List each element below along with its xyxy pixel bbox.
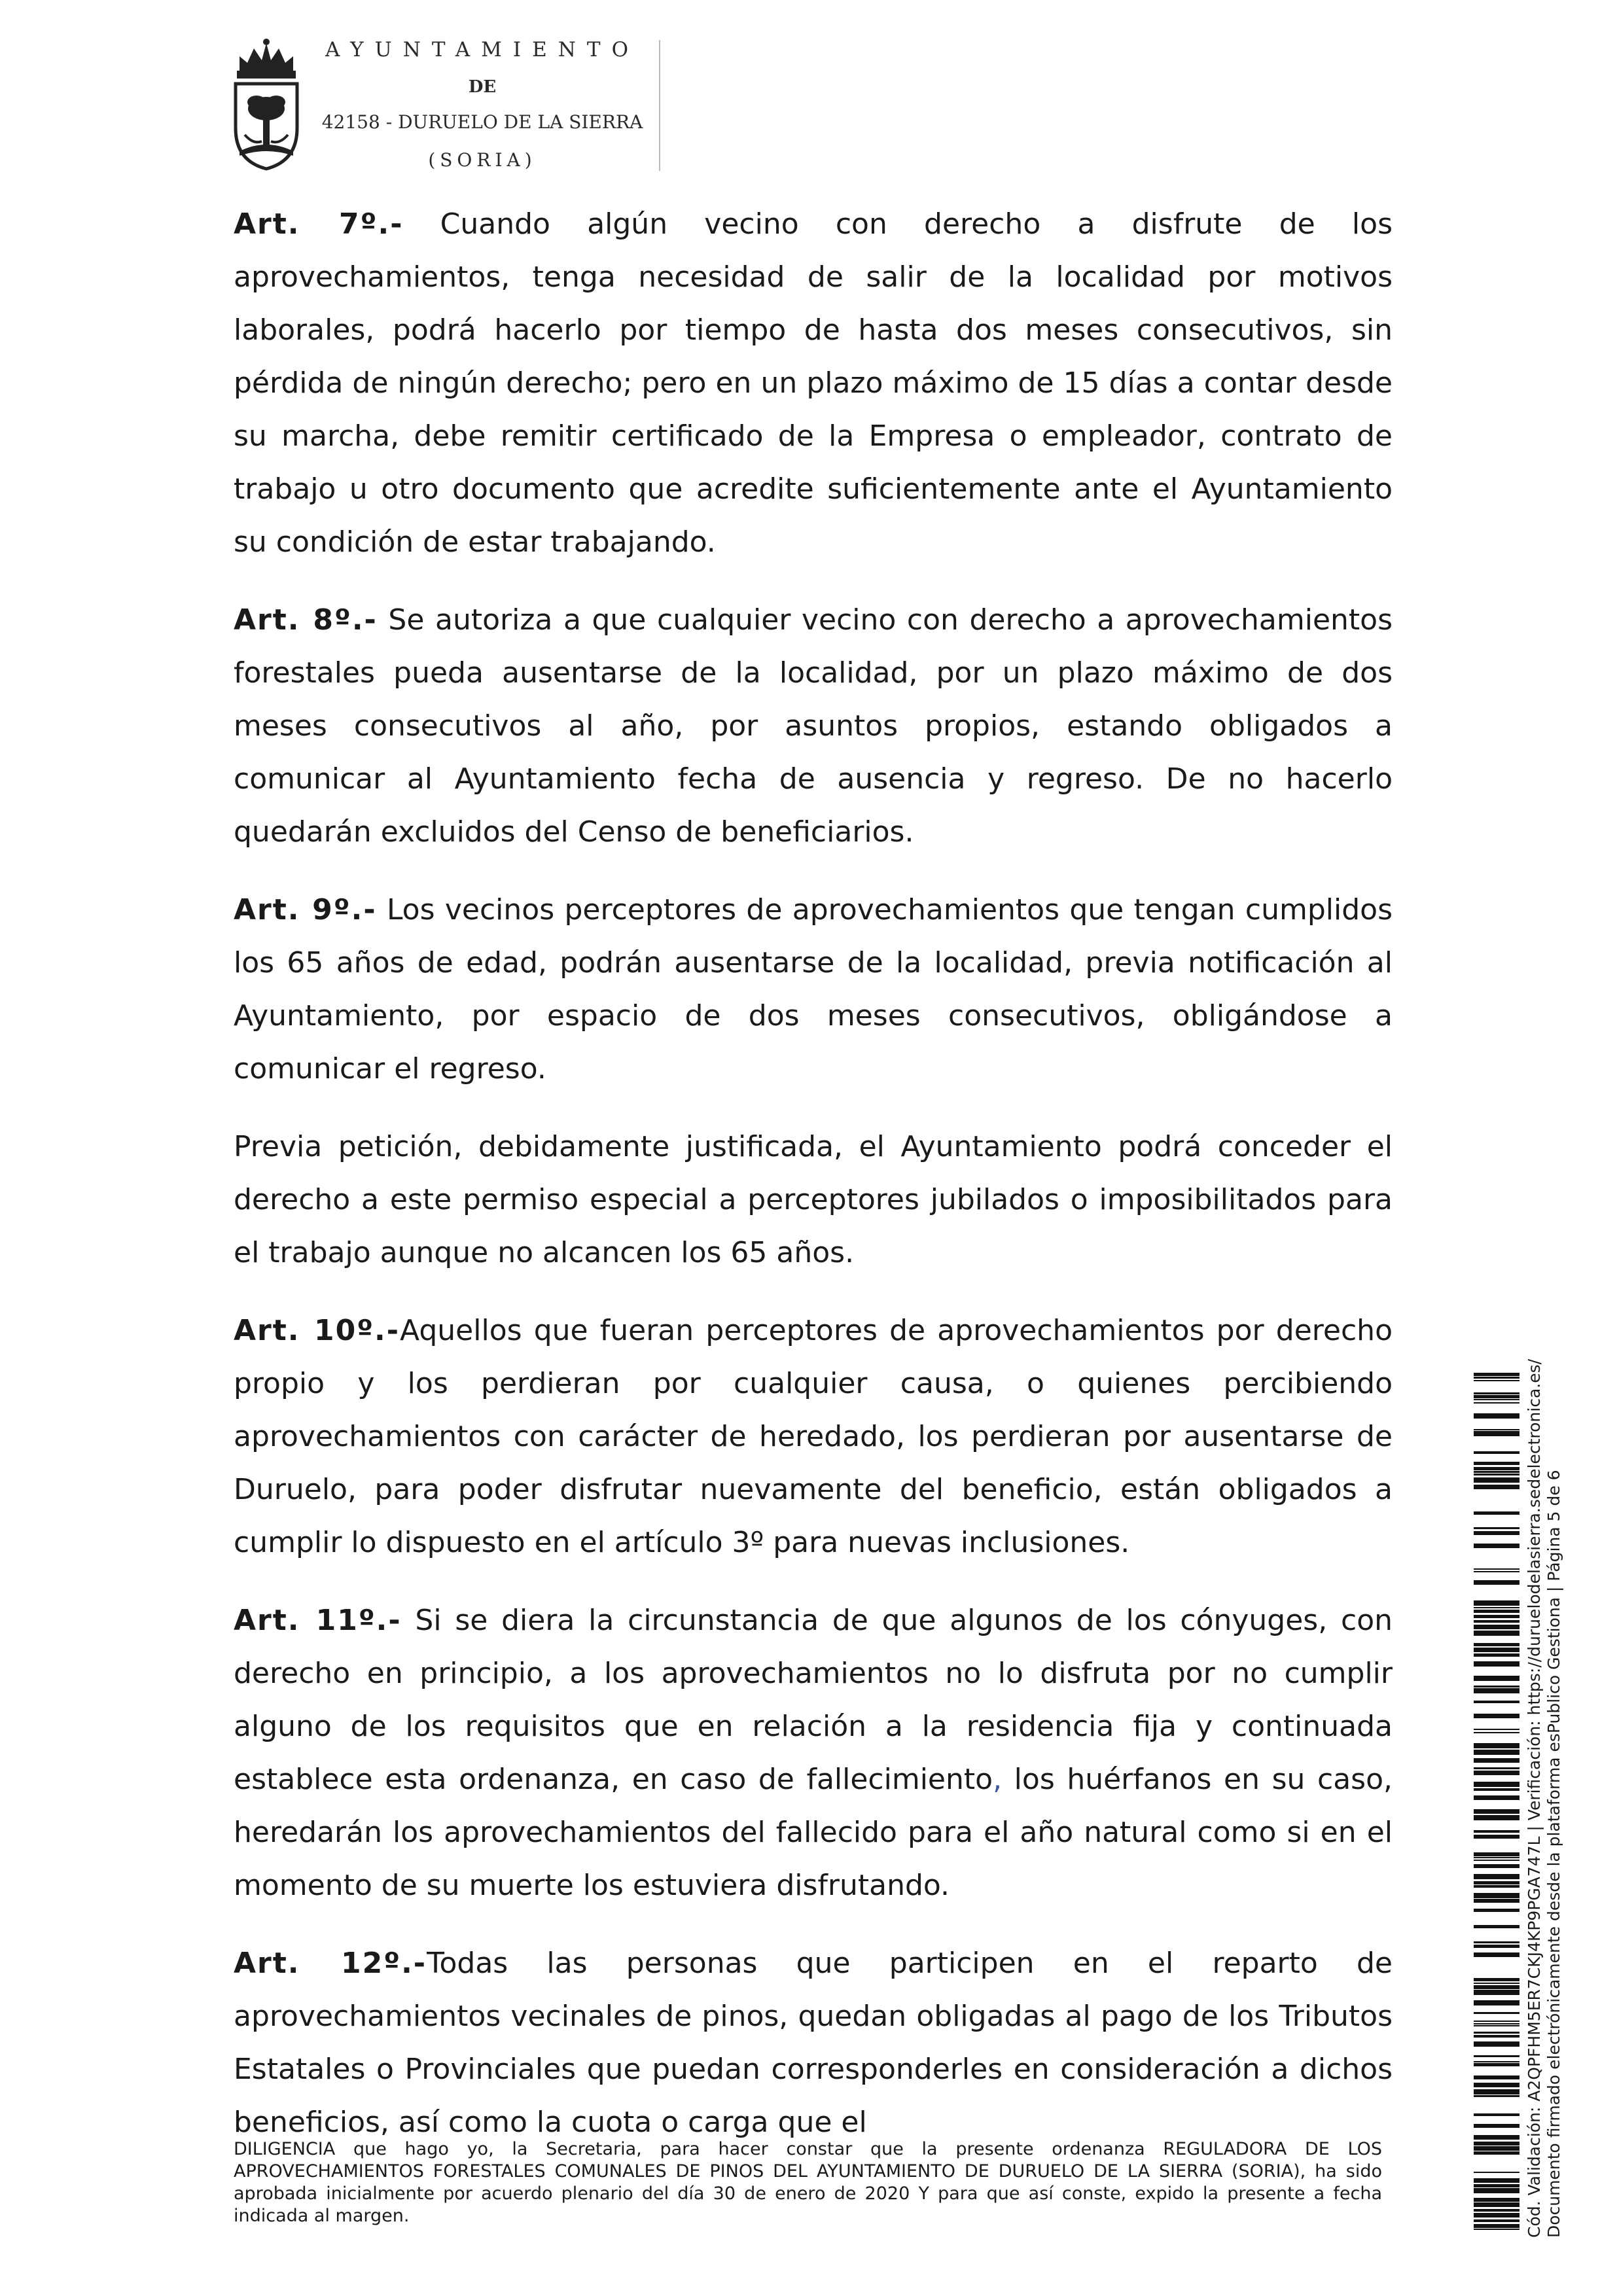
barcode-bar	[1474, 2146, 1519, 2151]
barcode-bar	[1474, 2089, 1519, 2094]
barcode-bar	[1474, 1990, 1519, 1995]
barcode-bar	[1474, 1395, 1519, 1398]
barcode-bar	[1474, 1729, 1519, 1730]
barcode-bar	[1474, 1607, 1519, 1608]
barcode-bar	[1474, 1686, 1519, 1687]
validation-code-line: Cód. Validación: A2QPFHM5ER7CKJ4KP9PGA747L | Verificación: https://duruelodelasierra.sedelectronica.es/	[1525, 1358, 1544, 2238]
barcode-bar	[1474, 1945, 1519, 1948]
letterhead-province: (SORIA)	[428, 149, 537, 171]
barcode-bar	[1474, 1750, 1519, 1755]
article-label: Art. 8º.-	[234, 603, 378, 637]
article-text: Todas las personas que participen en el reparto de aprovechamientos vecinales de pinos, quedan obligadas al pago de los Tributos Estatales o Provinciales que puedan corresponderles en consideración a dichos beneficios, así como la cuota o carga que el	[234, 1947, 1393, 2139]
barcode-bar	[1474, 1885, 1519, 1888]
article-9	[234, 883, 1393, 1095]
barcode-bar	[1474, 2172, 1519, 2173]
barcode-bar	[1474, 1676, 1519, 1681]
barcode-bar	[1474, 2035, 1519, 2038]
barcode-bar	[1474, 1643, 1519, 1646]
article-text: Si se diera la circunstancia de que algunos de los cónyuges, con derecho en principio, a los aprovechamientos no lo disfruta por no cumplir alguno de los requisitos que en relación a la residencia fija y continuada establece esta ordenanza, en caso de fallecimiento	[234, 1604, 1393, 1796]
barcode-bar	[1474, 2075, 1519, 2079]
barcode-bar	[1474, 1631, 1519, 1636]
barcode-bar	[1474, 1571, 1519, 1572]
barcode-bar	[1474, 1815, 1519, 1820]
barcode-bar	[1474, 1399, 1519, 1400]
barcode-bar	[1474, 1462, 1519, 1465]
barcode-bar	[1474, 1485, 1519, 1489]
barcode-bar	[1474, 1985, 1519, 1989]
barcode-bar	[1474, 2061, 1519, 2062]
barcode-bar	[1474, 2055, 1519, 2057]
validation-barcode-icon	[1474, 1373, 1519, 2250]
barcode-bar	[1474, 1732, 1519, 1733]
letterhead-divider	[659, 40, 660, 171]
barcode-bar	[1474, 1809, 1519, 1814]
barcode-bar	[1474, 2083, 1519, 2087]
barcode-bar	[1474, 1467, 1519, 1470]
barcode-bar	[1474, 1531, 1519, 1535]
barcode-bar	[1474, 2202, 1519, 2207]
article-8	[234, 593, 1393, 858]
barcode-bar	[1474, 2095, 1519, 2097]
article-label: Art. 7º.-	[234, 207, 404, 241]
barcode-bar	[1474, 1771, 1519, 1775]
barcode-bar	[1474, 2032, 1519, 2034]
barcode-bar	[1474, 1527, 1519, 1529]
barcode-bar	[1474, 1477, 1519, 1483]
barcode-bar	[1474, 2021, 1519, 2022]
letterhead-de: DE	[468, 77, 497, 97]
barcode-bar	[1474, 1983, 1519, 1984]
barcode-bar	[1474, 1893, 1519, 1898]
barcode-bar	[1474, 1610, 1519, 1613]
barcode-bar	[1474, 1767, 1519, 1769]
side-validation	[1525, 1359, 1564, 2238]
barcode-bar	[1474, 1373, 1519, 1376]
barcode-bar	[1474, 1429, 1519, 1430]
barcode-bar	[1474, 1795, 1519, 1800]
barcode-bar	[1474, 1451, 1519, 1454]
barcode-bar	[1474, 1782, 1519, 1787]
article-label: Art. 10º.-	[234, 1314, 400, 1347]
barcode-bar	[1474, 1600, 1519, 1606]
article-12	[234, 1937, 1393, 2149]
barcode-bar	[1474, 1860, 1519, 1861]
barcode-bar	[1474, 2188, 1519, 2193]
barcode-bar	[1474, 1377, 1519, 1379]
barcode-bar	[1474, 1835, 1519, 1839]
barcode-bar	[1474, 2023, 1519, 2024]
article-label: Art. 11º.-	[234, 1604, 402, 1637]
barcode-bar	[1474, 1701, 1519, 1703]
letterhead	[230, 37, 662, 174]
barcode-bar	[1474, 2012, 1519, 2014]
barcode-bar	[1474, 1743, 1519, 1748]
article-11	[234, 1594, 1393, 1912]
article-label: Art. 12º.-	[234, 1947, 427, 1980]
barcode-bar	[1474, 2041, 1519, 2047]
barcode-bar	[1474, 1402, 1519, 1404]
barcode-bar	[1474, 2224, 1519, 2228]
article-10	[234, 1304, 1393, 1569]
barcode-bar	[1474, 2198, 1519, 2202]
article-text: los huérfanos en su caso, heredarán los aprovechamientos del fallecido para el año natural como si en el momento de su muerte los estuviera disfrutando.	[234, 1763, 1393, 1902]
barcode-bar	[1474, 1471, 1519, 1473]
barcode-bar	[1474, 1899, 1519, 1903]
barcode-bar	[1474, 2184, 1519, 2187]
barcode-bar	[1474, 1413, 1519, 1419]
barcode-bar	[1474, 1431, 1519, 1436]
barcode-bar	[1474, 1952, 1519, 1957]
barcode-bar	[1474, 1857, 1519, 1858]
barcode-bar	[1474, 2142, 1519, 2146]
letterhead-municipality: 42158 - DURUELO DE LA SIERRA	[321, 111, 643, 133]
barcode-bar	[1474, 1852, 1519, 1856]
barcode-bar	[1474, 1625, 1519, 1629]
barcode-bar	[1474, 2113, 1519, 2116]
barcode-bar	[1474, 2000, 1519, 2005]
article-text: Cuando algún vecino con derecho a disfrute de los aprovechamientos, tenga necesidad de salir de la localidad por motivos laborales, podrá hacerlo por tiempo de hasta dos meses consecutivos, sin pérdida de ningún derecho; pero en un plazo máximo de 15 días a contar desde su marcha, debe remitir certificado de la Empresa o empleador, contrato de trabajo u otro documento que acredite suficientemente ante el Ayuntamiento su condición de estar trabajando.	[234, 207, 1393, 559]
article-text: Aquellos que fueran perceptores de aprovechamientos por derecho propio y los perdieran por cualquier causa, o quienes percibiendo aprovechamientos con carácter de heredado, los perdieran por ausentarse de Duruelo, para poder disfrutar nuevamente del beneficio, están obligados a cumplir lo dispuesto en el artículo 3º para nuevas inclusiones.	[234, 1314, 1393, 1559]
barcode-bar	[1474, 2063, 1519, 2066]
barcode-bar	[1474, 1788, 1519, 1791]
barcode-bar	[1474, 1648, 1519, 1652]
barcode-bar	[1474, 1511, 1519, 1515]
barcode-bar	[1474, 1544, 1519, 1548]
article-accent-comma: ,	[993, 1763, 1003, 1796]
barcode-bar	[1474, 1909, 1519, 1912]
article-text: Los vecinos perceptores de aprovechamientos que tengan cumplidos los 65 años de edad, podrán ausentarse de la localidad, previa notificación al Ayuntamiento, por espacio de dos meses consecutivos, obligándose a comunicar el regreso.	[234, 893, 1393, 1086]
article-9-continued	[234, 1120, 1393, 1279]
barcode-bar	[1474, 1978, 1519, 1981]
article-text: Previa petición, debidamente justificada, el Ayuntamiento podrá conceder el derecho a este permiso especial a perceptores jubilados o imposibilitados para el trabajo aunque no alcancen los 65 años.	[234, 1130, 1393, 1269]
document-body	[234, 198, 1393, 2174]
barcode-bar	[1474, 2025, 1519, 2026]
letterhead-title: AYUNTAMIENTO	[325, 38, 640, 62]
barcode-bar	[1474, 2124, 1519, 2128]
barcode-bar	[1474, 1925, 1519, 1928]
barcode-bar	[1474, 2229, 1519, 2230]
barcode-bar	[1474, 1758, 1519, 1763]
diligencia-note: DILIGENCIA que hago yo, la Secretaria, para hacer constar que la presente ordenanza REGULADORA DE LOS APROVECHAMIENTOS FORESTALES COMUNALES DE PINOS DEL AYUNTAMIENTO DE DURUELO DE LA SIERRA (SORIA), ha sido aprobada inicialmente por acuerdo plenario del día 30 de enero de 2020 Y para que así conste, expido la presente a fecha indicada al margen.	[234, 2139, 1382, 2226]
signature-platform-line: Documento firmado electrónicamente desde la plataforma esPublico Gestiona | Página 5 de 6	[1544, 1470, 1563, 2238]
barcode-bar	[1474, 1830, 1519, 1833]
barcode-bar	[1474, 2209, 1519, 2212]
barcode-bar	[1474, 2178, 1519, 2183]
barcode-bar	[1474, 1580, 1519, 1585]
barcode-bar	[1474, 1474, 1519, 1475]
barcode-bar	[1474, 2151, 1519, 2155]
barcode-bar	[1474, 2219, 1519, 2222]
barcode-bar	[1474, 1620, 1519, 1623]
barcode-bar	[1474, 1688, 1519, 1693]
barcode-bar	[1474, 1380, 1519, 1381]
article-7	[234, 198, 1393, 569]
municipal-coat-of-arms-icon	[230, 37, 302, 171]
barcode-bar	[1474, 1653, 1519, 1657]
barcode-bar	[1474, 1615, 1519, 1618]
article-text: Se autoriza a que cualquier vecino con derecho a aprovechamientos forestales pueda ausentarse de la localidad, por un plazo máximo de dos meses consecutivos al año, por asuntos propios, estando obligados a comunicar al Ayuntamiento fecha de ausencia y regreso. De no hacerlo quedarán excluidos del Censo de beneficiarios.	[234, 603, 1393, 849]
barcode-bar	[1474, 2213, 1519, 2217]
barcode-bar	[1474, 1568, 1519, 1570]
barcode-bar	[1474, 1661, 1519, 1667]
barcode-bar	[1474, 2135, 1519, 2140]
barcode-bar	[1474, 1714, 1519, 1718]
barcode-bar	[1474, 1874, 1519, 1879]
article-label: Art. 9º.-	[234, 893, 377, 927]
barcode-bar	[1474, 1392, 1519, 1394]
barcode-bar	[1474, 1864, 1519, 1868]
barcode-bar	[1474, 1881, 1519, 1884]
barcode-bar	[1474, 1941, 1519, 1943]
